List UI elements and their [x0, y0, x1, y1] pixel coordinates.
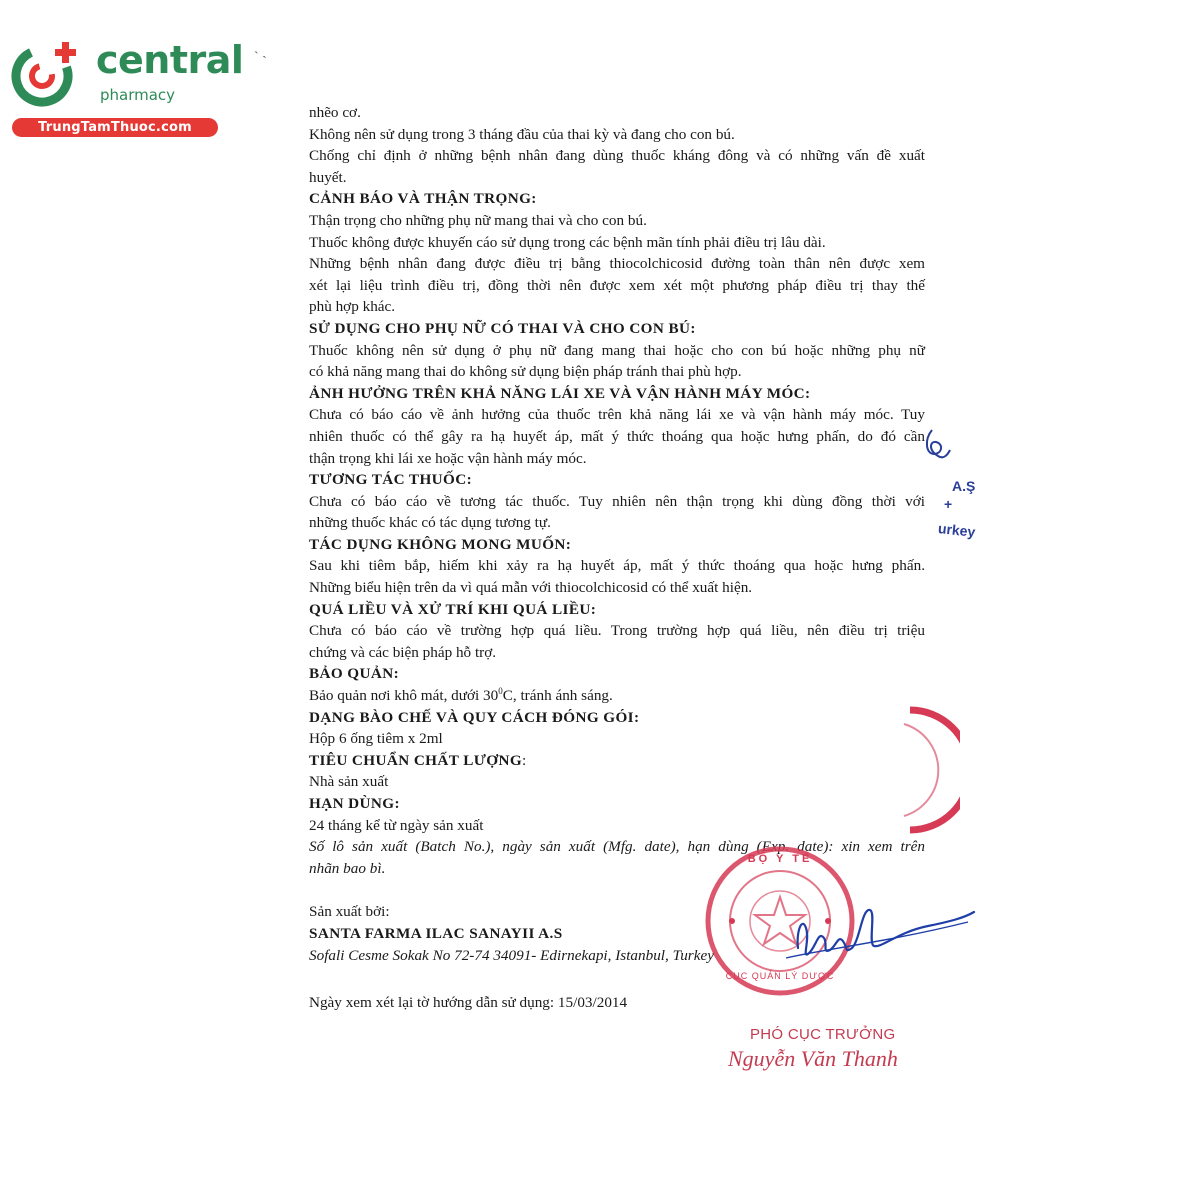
section-line: Những bệnh nhân đang được điều trị bằng thiocolchicosid đường toàn thân nên được xem	[309, 255, 925, 273]
scan-mark: ˴ ˏ	[254, 44, 267, 59]
approval-title: PHÓ CỤC TRƯỞNG	[750, 1026, 896, 1043]
body-line: huyết.	[309, 168, 347, 186]
section-line: phù hợp khác.	[309, 298, 396, 316]
section-line: nhiên thuốc có thể gây ra hạ huyết áp, mất ý thức thoáng qua hoặc hưng phấn, do đó cần	[309, 427, 925, 445]
body-line: Không nên sử dụng trong 3 tháng đầu của thai kỳ và đang cho con bú.	[309, 125, 735, 143]
shelf-life-text: 24 tháng kể từ ngày sản xuất	[309, 816, 484, 834]
dosage-form-heading: DẠNG BÀO CHẾ VÀ QUY CÁCH ĐÓNG GÓI:	[309, 708, 640, 726]
logo-website[interactable]: TrungTamThuoc.com	[12, 118, 218, 137]
logo-subtitle: pharmacy	[100, 86, 176, 104]
seal-top-text: BỘ Y TẾ	[747, 853, 813, 865]
margin-stamp-line1: A.Ş	[952, 478, 976, 494]
section-heading: ẢNH HƯỞNG TRÊN KHẢ NĂNG LÁI XE VÀ VẬN HÀNH MÁY MÓC:	[309, 384, 811, 402]
section-heading: TÁC DỤNG KHÔNG MONG MUỐN:	[309, 535, 572, 553]
section-heading: SỬ DỤNG CHO PHỤ NỮ CÓ THAI VÀ CHO CON BÚ:	[309, 319, 696, 337]
central-pharmacy-logo	[10, 36, 244, 136]
quality-text: Nhà sản xuất	[309, 773, 389, 791]
approval-name: Nguyễn Văn Thanh	[728, 1046, 898, 1071]
quality-heading-text: TIÊU CHUẨN CHẤT LƯỢNG	[309, 751, 523, 769]
margin-stamp	[914, 424, 994, 554]
section-line: Những biểu hiện trên da vì quá mẫn với thiocolchicosid có thể xuất hiện.	[309, 579, 753, 597]
section-line: những thuốc khác có tác dụng tương tự.	[309, 514, 551, 532]
storage-heading: BẢO QUẢN:	[309, 665, 400, 683]
plus-mark: +	[944, 496, 953, 512]
body-line: Chống chỉ định ở những bệnh nhân đang dùng thuốc kháng đông và có những vấn đề xuất	[309, 147, 925, 165]
section-line: thận trọng khi lái xe hoặc vận hành máy móc.	[309, 449, 587, 467]
signature-icon	[778, 888, 978, 978]
seal-bottom-text: CỤC QUẢN LÝ DƯỢC	[725, 971, 835, 981]
section-line: Chưa có báo cáo về tương tác thuốc. Tuy nhiên nên thận trọng khi dùng đồng thời với	[309, 492, 925, 510]
quality-heading	[309, 750, 925, 772]
section-line: Thuốc không được khuyến cáo sử dụng trong các bệnh mãn tính phải điều trị lâu dài.	[309, 233, 826, 251]
section-heading: TƯƠNG TÁC THUỐC:	[309, 471, 473, 489]
storage-superscript: 0	[498, 685, 503, 696]
storage-text-before: Bảo quản nơi khô mát, dưới 30	[309, 687, 499, 705]
review-date: Ngày xem xét lại tờ hướng dẫn sử dụng: 15/03/2014	[309, 994, 628, 1012]
section-heading: QUÁ LIỀU VÀ XỬ TRÍ KHI QUÁ LIỀU:	[309, 600, 597, 618]
section-heading: CẢNH BÁO VÀ THẬN TRỌNG:	[309, 190, 537, 208]
section-line: Chưa có báo cáo về trường hợp quá liều. Trong trường hợp quá liều, nên điều trị triệu	[309, 622, 925, 640]
partial-seal-icon	[880, 700, 960, 840]
section-line: Sau khi tiêm bắp, hiếm khi xảy ra hạ huyết áp, mất ý thức thoáng qua hoặc hưng phấn.	[309, 557, 925, 575]
section-line: Thuốc không nên sử dụng ở phụ nữ đang mang thai hoặc cho con bú hoặc những phụ nữ	[309, 341, 925, 359]
manufacturer-label: Sản xuất bởi:	[309, 903, 390, 921]
logo-name: central	[96, 38, 244, 82]
section-line: chứng và các biện pháp hỗ trợ.	[309, 643, 497, 661]
manufacturer-address: Sofali Cesme Sokak No 72-74 34091- Edirnekapi, Istanbul, Turkey	[309, 946, 714, 964]
initials-signature-icon	[918, 424, 958, 464]
quality-heading-colon: :	[522, 751, 527, 769]
pharmacy-logo-icon	[10, 38, 82, 110]
section-line: có khả năng mang thai do không sử dụng biện pháp tránh thai phù hợp.	[309, 363, 742, 381]
shelf-life-heading: HẠN DÙNG:	[309, 795, 400, 812]
margin-stamp-line2: urkey	[937, 520, 977, 540]
shelf-life-note: Số lô sản xuất (Batch No.), ngày sản xuất (Mfg. date), hạn dùng (Exp. date): xin xem trên	[309, 838, 925, 856]
storage-text-after: C, tránh ánh sáng.	[502, 687, 613, 705]
section-line: Thận trọng cho những phụ nữ mang thai và cho con bú.	[309, 211, 647, 229]
section-line: xét lại liệu trình điều trị, đồng thời nên được xem xét một phương pháp điều trị thay thế	[309, 276, 925, 294]
storage-text	[309, 685, 925, 707]
dosage-form-text: Hộp 6 ống tiêm x 2ml	[309, 730, 443, 748]
section-line: Chưa có báo cáo về ảnh hưởng của thuốc trên khả năng lái xe và vận hành máy móc. Tuy	[309, 406, 925, 424]
manufacturer-name: SANTA FARMA ILAC SANAYII A.S	[309, 924, 563, 942]
body-line: nhẽo cơ.	[309, 104, 361, 121]
shelf-life-note: nhãn bao bì.	[309, 859, 386, 877]
